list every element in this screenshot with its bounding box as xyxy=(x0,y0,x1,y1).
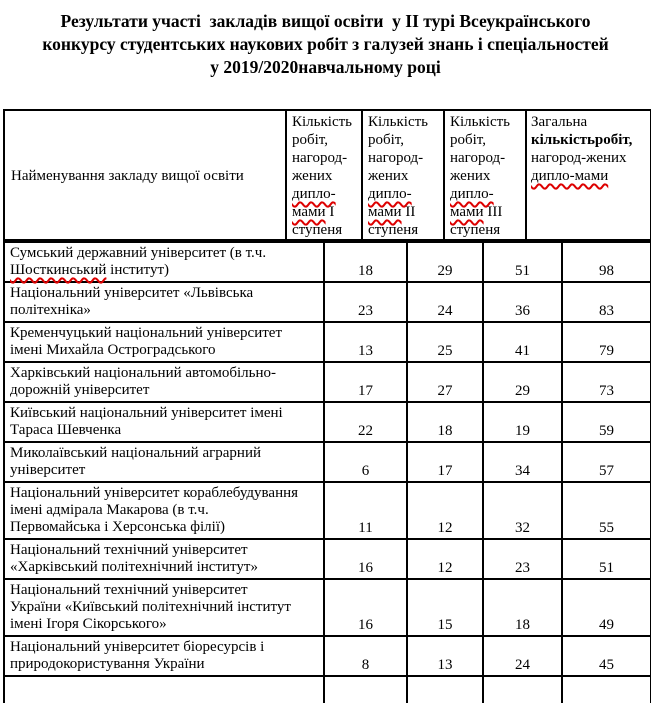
header-line: нагород- xyxy=(368,150,424,166)
header-line xyxy=(450,185,523,203)
institution-name-cell[interactable] xyxy=(5,443,325,481)
header-line: ступеня xyxy=(450,222,501,238)
name-line: імені Михайла Остроградського xyxy=(10,342,216,358)
header-count-column-1[interactable] xyxy=(287,111,363,239)
count-diploma-3-cell[interactable]: 24 xyxy=(484,637,563,675)
header-line: Кількість xyxy=(292,114,353,130)
total-count-cell[interactable]: 83 xyxy=(599,303,614,319)
header-line: жених xyxy=(450,168,491,184)
count-diploma-3-cell[interactable]: 36 xyxy=(484,283,563,321)
header-total-column[interactable] xyxy=(527,111,650,239)
count-diploma-2-cell[interactable]: 12 xyxy=(408,483,484,538)
header-institution-label: Найменування закладу вищої освіти xyxy=(11,168,244,184)
count-diploma-1-cell[interactable]: 6 xyxy=(325,443,408,481)
name-line: Тараса Шевченка xyxy=(10,422,122,438)
name-line: Національний університет «Львівська xyxy=(10,285,254,301)
misspelled-word: мами xyxy=(368,204,402,220)
header-line: Кількість xyxy=(450,114,511,130)
total-count-cell[interactable]: 73 xyxy=(599,383,614,399)
empty-cell[interactable] xyxy=(325,677,408,703)
count-diploma-3-cell[interactable]: 29 xyxy=(484,363,563,401)
header-line: нагород- xyxy=(450,150,506,166)
header-count-column-3[interactable] xyxy=(445,111,527,239)
results-table-body xyxy=(3,241,651,703)
name-line: природокористування України xyxy=(10,656,205,672)
count-diploma-1-cell[interactable]: 8 xyxy=(325,637,408,675)
count-diploma-2-cell[interactable]: 25 xyxy=(408,323,484,361)
header-line: Загальна xyxy=(531,114,588,130)
name-line: Національний університет біоресурсів і xyxy=(10,639,265,655)
institution-name-cell[interactable] xyxy=(5,403,325,441)
count-diploma-3-cell[interactable]: 41 xyxy=(484,323,563,361)
table-row xyxy=(5,483,650,540)
institution-name-cell[interactable] xyxy=(5,540,325,578)
header-line xyxy=(292,185,359,203)
header-line: кількістьробіт, xyxy=(531,132,633,148)
count-diploma-3-cell[interactable]: 34 xyxy=(484,443,563,481)
table-row xyxy=(5,540,650,580)
total-count-cell[interactable]: 79 xyxy=(599,343,614,359)
name-line: Київський національний університет імені xyxy=(10,405,283,421)
table-row xyxy=(5,580,650,637)
name-line: дорожній університет xyxy=(10,382,150,398)
table-row xyxy=(5,443,650,483)
document-title[interactable] xyxy=(0,10,651,79)
header-line: робіт, xyxy=(368,132,404,148)
table-row xyxy=(5,637,650,677)
count-diploma-3-cell[interactable]: 18 xyxy=(484,580,563,635)
institution-name-cell[interactable] xyxy=(5,363,325,401)
misspelled-word: дипло- xyxy=(292,186,336,202)
name-line: Кременчуцький національний університет xyxy=(10,325,282,341)
misspelled-word: дипло- xyxy=(450,186,494,202)
count-diploma-1-cell[interactable]: 17 xyxy=(325,363,408,401)
count-diploma-3-cell[interactable]: 32 xyxy=(484,483,563,538)
name-line: Первомайська і Херсонська філії) xyxy=(10,519,225,535)
header-line: робіт, xyxy=(450,132,486,148)
institution-name-cell[interactable] xyxy=(5,323,325,361)
count-diploma-2-cell[interactable]: 12 xyxy=(408,540,484,578)
count-diploma-2-cell[interactable]: 17 xyxy=(408,443,484,481)
header-line xyxy=(368,185,441,203)
header-institution-column[interactable] xyxy=(5,111,287,239)
empty-cell[interactable] xyxy=(484,677,563,703)
header-line: нагород-жених xyxy=(531,150,627,166)
header-line: жених xyxy=(368,168,409,184)
total-count-cell[interactable]: 55 xyxy=(599,520,614,536)
institution-name-cell[interactable] xyxy=(5,637,325,675)
count-diploma-3-cell[interactable]: 23 xyxy=(484,540,563,578)
header-line: ступеня xyxy=(292,222,343,238)
name-line: Національний технічний університет xyxy=(10,582,248,598)
total-count-cell[interactable]: 45 xyxy=(599,657,614,673)
empty-cell[interactable] xyxy=(5,677,325,703)
total-count-cell[interactable]: 59 xyxy=(599,423,614,439)
table-row xyxy=(5,403,650,443)
count-diploma-1-cell[interactable]: 23 xyxy=(325,283,408,321)
count-diploma-1-cell[interactable]: 18 xyxy=(325,243,408,281)
count-diploma-1-cell[interactable]: 11 xyxy=(325,483,408,538)
name-line: Миколаївський національний аграрний xyxy=(10,445,261,461)
count-diploma-3-cell[interactable]: 19 xyxy=(484,403,563,441)
table-row xyxy=(5,243,650,283)
institution-name-cell[interactable] xyxy=(5,243,325,281)
count-diploma-2-cell[interactable]: 27 xyxy=(408,363,484,401)
header-line: робіт, xyxy=(292,132,328,148)
header-line: нагород- xyxy=(292,150,348,166)
table-row xyxy=(5,323,650,363)
header-line xyxy=(531,167,648,185)
count-diploma-1-cell[interactable]: 22 xyxy=(325,403,408,441)
name-line: імені Ігоря Сікорського» xyxy=(10,616,167,632)
count-diploma-1-cell[interactable]: 13 xyxy=(325,323,408,361)
count-diploma-2-cell[interactable]: 15 xyxy=(408,580,484,635)
header-line: мами ІІІ xyxy=(450,204,503,220)
total-count-cell[interactable]: 49 xyxy=(599,617,614,633)
name-line: Національний університет кораблебудування xyxy=(10,485,299,501)
misspelled-word: дипло-мами xyxy=(531,168,609,184)
name-line: Шосткинський інститут) xyxy=(10,262,169,278)
total-count-cell[interactable]: 57 xyxy=(599,463,614,479)
header-line: мами ІІ xyxy=(368,204,416,220)
table-row-partial xyxy=(5,677,650,703)
title-line: у 2019/2020навчальному році xyxy=(210,57,441,77)
header-count-column-2[interactable] xyxy=(363,111,445,239)
misspelled-word: мами xyxy=(450,204,484,220)
count-diploma-2-cell[interactable]: 24 xyxy=(408,283,484,321)
misspelled-word: дипло- xyxy=(368,186,412,202)
misspelled-word: мами xyxy=(292,204,326,220)
table-row xyxy=(5,283,650,323)
misspelled-word: Шосткинський xyxy=(10,262,107,278)
institution-name-cell[interactable] xyxy=(5,283,325,321)
title-line: конкурсу студентських наукових робіт з галузей знань і спеціальностей xyxy=(42,34,609,54)
name-line: України «Київський політехнічний інститут xyxy=(10,599,291,615)
total-count-cell[interactable]: 51 xyxy=(599,560,614,576)
name-line: «Харківський політехнічний інститут» xyxy=(10,559,258,575)
institution-name-cell[interactable] xyxy=(5,580,325,635)
total-count-cell[interactable]: 98 xyxy=(599,263,614,279)
count-diploma-3-cell[interactable]: 51 xyxy=(484,243,563,281)
count-diploma-1-cell[interactable]: 16 xyxy=(325,540,408,578)
empty-cell[interactable] xyxy=(408,677,484,703)
name-line: імені адмірала Макарова (в т.ч. xyxy=(10,502,209,518)
table-header-row xyxy=(3,109,651,241)
title-line: Результати участі закладів вищої освіти у ІІ турі Всеукраїнського xyxy=(60,11,591,31)
header-line: жених xyxy=(292,168,333,184)
name-line: Сумський державний університет (в т.ч. xyxy=(10,245,267,261)
name-line: університет xyxy=(10,462,86,478)
count-diploma-2-cell[interactable]: 29 xyxy=(408,243,484,281)
count-diploma-2-cell[interactable]: 13 xyxy=(408,637,484,675)
header-line: Кількість xyxy=(368,114,429,130)
name-line: Харківський національний автомобільно- xyxy=(10,365,276,381)
empty-cell[interactable] xyxy=(563,677,650,703)
header-line: мами І xyxy=(292,204,335,220)
count-diploma-1-cell[interactable]: 16 xyxy=(325,580,408,635)
table-row xyxy=(5,363,650,403)
institution-name-cell[interactable] xyxy=(5,483,325,538)
count-diploma-2-cell[interactable]: 18 xyxy=(408,403,484,441)
name-line: політехніка» xyxy=(10,302,91,318)
header-line: ступеня xyxy=(368,222,419,238)
name-line: Національний технічний університет xyxy=(10,542,248,558)
